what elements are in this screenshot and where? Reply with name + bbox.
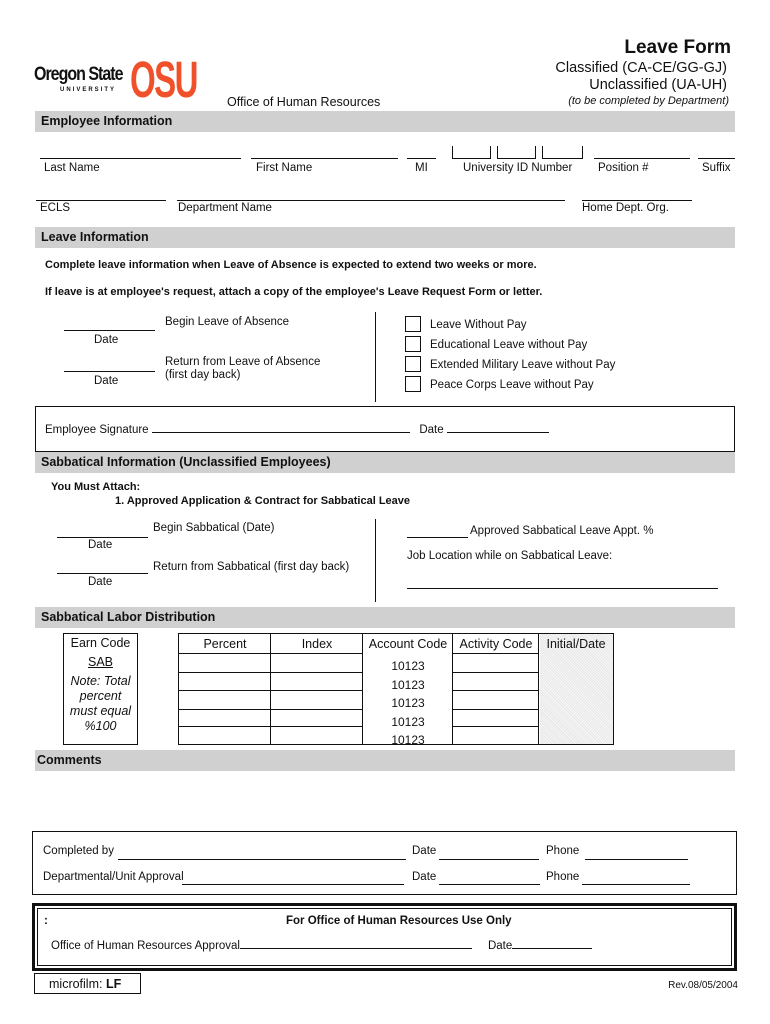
leave-without-pay-checkbox[interactable] [405,316,421,332]
leave-instruction-2: If leave is at employee's request, attach a copy of the employee's Leave Request Form or letter. [45,286,543,298]
return-sabbatical-date-label: Date [88,576,113,588]
osu-logo [34,52,204,109]
department-name-label: Department Name [178,202,272,214]
begin-sabbatical-label: Begin Sabbatical (Date) [153,522,275,534]
comments-field[interactable] [35,772,735,827]
begin-leave-date-field[interactable] [64,330,155,331]
dept-date-field[interactable] [439,884,540,885]
note-line: percent [79,689,122,703]
comments-heading: Comments [35,750,735,771]
begin-sabbatical-date-label: Date [88,539,113,551]
note-line: %100 [84,719,117,733]
ecls-label: ECLS [40,202,71,214]
account-code: 10123 [391,659,425,673]
ecls-field[interactable] [36,200,166,201]
hr-date-field[interactable] [512,948,592,949]
note-line: must equal [69,704,132,718]
option-label: Educational Leave without Pay [430,339,588,351]
account-code: 10123 [391,677,425,692]
logo-sub: UNIVERSITY [60,87,117,93]
labor-table-header [179,634,613,654]
position-field[interactable] [594,158,690,159]
peace-corps-checkbox[interactable] [405,376,421,392]
return-sabbatical-label: Return from Sabbatical (first day back) [153,561,350,573]
military-leave-checkbox[interactable] [405,356,421,372]
hr-use-box [32,903,737,971]
suffix-field[interactable] [698,158,735,159]
completed-by-label: Completed by [43,845,114,857]
completed-phone-field[interactable] [585,859,688,860]
form-title: Leave Form [624,37,731,58]
office-label: Office of Human Resources [227,95,381,109]
classified-label: Classified (CA-CE/GG-GJ) [555,60,727,76]
begin-date-label: Date [94,334,119,346]
appt-percent-label: Approved Sabbatical Leave Appt. % [470,525,654,537]
begin-leave-label: Begin Leave of Absence [165,316,290,328]
signature-label: Employee Signature [45,424,149,436]
note-line: Note: Total [70,674,131,688]
leave-instruction-1: Complete leave information when Leave of Absence is expected to extend two weeks or more. [45,259,537,271]
first-name-field[interactable] [251,158,398,159]
account-code: 10123 [391,733,425,747]
col-header: Activity Code [459,637,533,651]
signature-date-label: Date [419,424,444,436]
last-name-field[interactable] [40,158,241,159]
col-header: Initial/Date [546,637,606,651]
dept-approval-label: Departmental/Unit Approval [43,871,184,883]
hr-approval-field[interactable] [240,948,472,949]
hr-colon: : [44,915,48,927]
revision-date: Rev.08/05/2004 [668,980,738,991]
position-label: Position # [598,162,649,174]
return-sabbatical-field[interactable] [57,573,148,574]
suffix-label: Suffix [702,162,731,174]
first-name-label: First Name [256,162,313,174]
department-note: (to be completed by Department) [568,95,729,107]
hr-title: For Office of Human Resources Use Only [286,915,512,927]
completed-phone-label: Phone [546,845,580,857]
return-leave-label: Return from Leave of Absence [165,356,321,368]
logo-mark: OSU [130,52,198,109]
unclassified-label: Unclassified (UA-UH) [589,77,727,93]
department-name-field[interactable] [177,200,565,201]
option-label: Leave Without Pay [430,319,527,331]
signature-box [35,406,735,452]
employee-info-heading: Employee Information [35,111,735,132]
completed-date-field[interactable] [439,859,539,860]
earn-code-value: SAB [87,655,113,669]
earn-code-box [63,633,138,745]
leave-info-heading: Leave Information [35,227,735,248]
appt-percent-field[interactable] [407,537,468,538]
attach-item-1: 1. Approved Application & Contract for Sabbatical Leave [115,495,411,507]
mi-field[interactable] [407,158,436,159]
microfilm-code: LF [105,977,122,991]
microfilm-label: microfilm: [49,977,103,991]
dept-date-label: Date [412,871,437,883]
earn-code-label: Earn Code [70,636,131,650]
labor-distribution-heading: Sabbatical Labor Distribution [35,607,735,628]
account-codes [363,657,453,750]
sabbatical-heading: Sabbatical Information (Unclassified Employees) [35,452,735,473]
option-label: Peace Corps Leave without Pay [430,379,594,391]
signature-date-field[interactable] [447,432,549,433]
home-dept-label: Home Dept. Org. [582,202,669,214]
logo-name: Oregon State [34,64,123,85]
hr-date-label: Date [487,940,513,952]
return-date-label: Date [94,375,119,387]
col-header: Percent [203,637,247,651]
dept-approval-field[interactable] [182,884,404,885]
labor-table [178,633,614,745]
mi-label: MI [415,162,428,174]
approval-box [32,831,737,895]
university-id-label: University ID Number [463,162,573,174]
col-header: Index [301,637,333,651]
begin-sabbatical-field[interactable] [57,537,148,538]
university-id-field[interactable] [452,146,583,159]
completed-by-field[interactable] [118,859,406,860]
account-code: 10123 [391,714,425,729]
must-attach-label: You Must Attach: [51,481,141,493]
job-location-label: Job Location while on Sabbatical Leave: [407,550,613,562]
account-code: 10123 [391,696,425,710]
microfilm-box [34,973,141,994]
educational-leave-checkbox[interactable] [405,336,421,352]
job-location-field[interactable] [407,588,718,589]
option-label: Extended Military Leave without Pay [430,359,616,371]
last-name-label: Last Name [44,162,100,174]
divider [375,312,376,402]
signature-field[interactable] [152,432,410,433]
return-leave-date-field[interactable] [64,371,155,372]
divider [375,519,376,602]
first-day-back-label: (first day back) [165,369,241,381]
hr-approval-label: Office of Human Resources Approval [51,940,240,952]
col-header: Account Code [368,637,448,651]
dept-phone-label: Phone [546,871,580,883]
dept-phone-field[interactable] [582,884,690,885]
home-dept-field[interactable] [582,200,692,201]
completed-date-label: Date [412,845,437,857]
